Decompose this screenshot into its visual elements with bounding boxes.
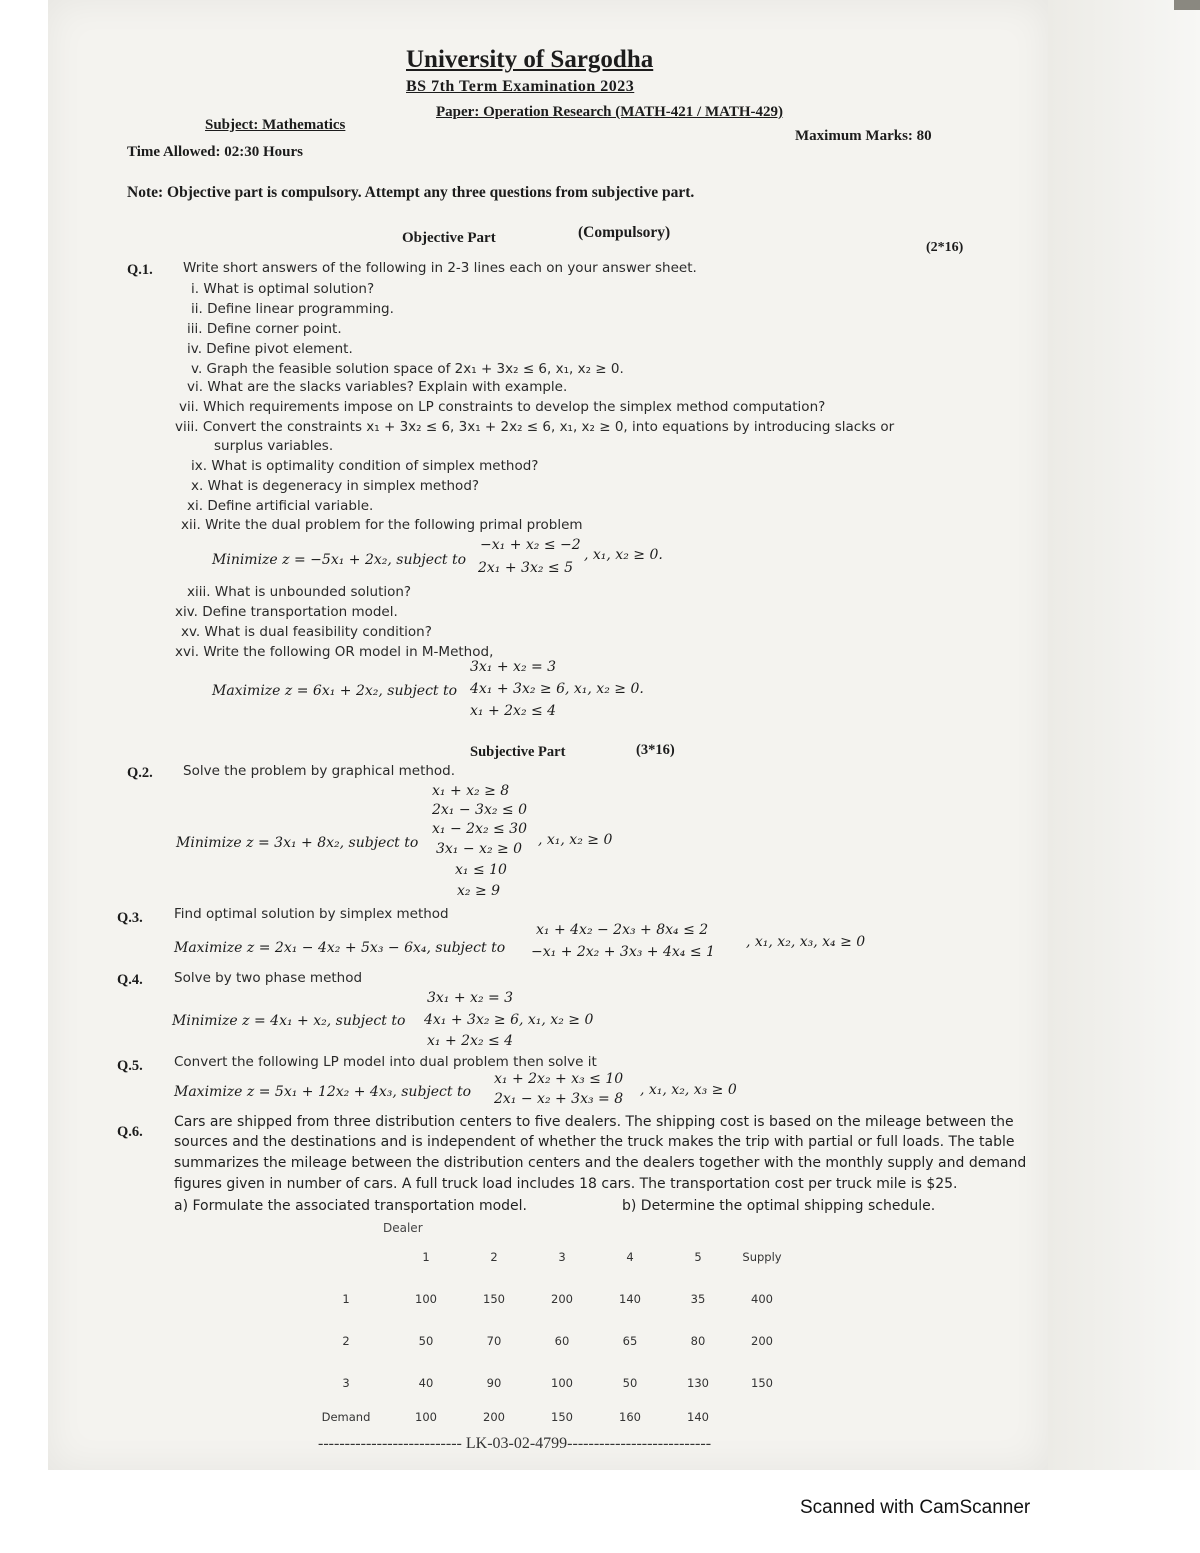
table-header: 5 bbox=[694, 1250, 702, 1264]
q3-c1: x₁ + 4x₂ − 2x₃ + 8x₄ ≤ 2 bbox=[536, 922, 709, 938]
q6-part-a: a) Formulate the associated transportation model. bbox=[174, 1198, 527, 1214]
objective-item bbox=[187, 584, 411, 600]
q6-line-1: Cars are shipped from three distribution centers to five dealers. The shipping cost is based on the mileage between the bbox=[174, 1114, 1014, 1130]
item-text: Define transportation model. bbox=[202, 604, 398, 620]
item-number: xv. bbox=[181, 624, 201, 640]
demand-cell: 160 bbox=[619, 1410, 641, 1424]
table-cell: 40 bbox=[418, 1376, 434, 1390]
q2-c1: x₁ + x₂ ≥ 8 bbox=[432, 783, 510, 799]
q1-instruction: Write short answers of the following in 2-3 lines each on your answer sheet. bbox=[183, 260, 697, 276]
q4-objective: Minimize z = 4x₁ + x₂, subject to bbox=[172, 1013, 406, 1029]
q4-c1: 3x₁ + x₂ = 3 bbox=[427, 990, 514, 1006]
scan-margin bbox=[1048, 0, 1200, 1470]
item-text: surplus variables. bbox=[214, 438, 334, 454]
xvi-constraint-3: x₁ + 2x₂ ≤ 4 bbox=[470, 703, 557, 719]
max-marks: Maximum Marks: 80 bbox=[795, 128, 932, 144]
item-text: Define linear programming. bbox=[207, 301, 394, 317]
demand-cell: 100 bbox=[415, 1410, 437, 1424]
item-number: ii. bbox=[191, 301, 203, 317]
time-allowed: Time Allowed: 02:30 Hours bbox=[127, 144, 303, 160]
q6-label: Q.6. bbox=[117, 1124, 143, 1140]
q5-label: Q.5. bbox=[117, 1058, 143, 1074]
exam-title: BS 7th Term Examination 2023 bbox=[406, 78, 635, 95]
compulsory-label: (Compulsory) bbox=[578, 224, 671, 241]
table-cell: 80 bbox=[690, 1334, 706, 1348]
demand-cell bbox=[732, 1404, 792, 1430]
item-text: What is optimality condition of simplex method? bbox=[211, 458, 539, 474]
row-label: 3 bbox=[342, 1376, 350, 1390]
demand-cell: 200 bbox=[483, 1410, 505, 1424]
item-text: What is dual feasibility condition? bbox=[204, 624, 432, 640]
table-header: 4 bbox=[626, 1250, 634, 1264]
objective-marks: (2*16) bbox=[926, 240, 964, 255]
item-number: iv. bbox=[187, 341, 202, 357]
table-header-row bbox=[300, 1236, 792, 1278]
q3-c2: −x₁ + 2x₂ + 3x₃ + 4x₄ ≤ 1 bbox=[531, 944, 715, 960]
item-text: What are the slacks variables? Explain with example. bbox=[207, 379, 568, 395]
xii-constraint-2: 2x₁ + 3x₂ ≤ 5 bbox=[478, 560, 573, 576]
q2-label: Q.2. bbox=[127, 765, 153, 781]
table-cell: 400 bbox=[751, 1292, 773, 1306]
item-text: Define pivot element. bbox=[206, 341, 353, 357]
table-cell: 100 bbox=[551, 1376, 573, 1390]
objective-part-title: Objective Part bbox=[402, 230, 496, 246]
table-cell: 140 bbox=[619, 1292, 641, 1306]
q4-label: Q.4. bbox=[117, 972, 143, 988]
item-number: ix. bbox=[191, 458, 208, 474]
objective-item bbox=[191, 458, 538, 474]
item-text: Define corner point. bbox=[206, 321, 342, 337]
item-text: What is optimal solution? bbox=[203, 281, 375, 297]
xii-nonneg: , x₁, x₂ ≥ 0. bbox=[584, 547, 663, 563]
objective-item bbox=[181, 624, 432, 640]
item-number: vi. bbox=[187, 379, 204, 395]
q2-c4: 3x₁ − x₂ ≥ 0 bbox=[436, 841, 523, 857]
table-cell: 60 bbox=[554, 1334, 570, 1348]
item-number: viii. bbox=[175, 419, 199, 435]
objective-item bbox=[214, 438, 333, 454]
item-text: Write the following OR model in M-Method, bbox=[203, 644, 494, 660]
paper-title: Paper: Operation Research (MATH-421 / MATH-429) bbox=[436, 104, 784, 120]
item-text: Convert the constraints x₁ + 3x₂ ≤ 6, 3x₁ + 2x₂ ≤ 6, x₁, x₂ ≥ 0, into equations by introducing slacks or bbox=[202, 419, 895, 435]
q2-c2: 2x₁ − 3x₂ ≤ 0 bbox=[432, 802, 527, 818]
q2-text: Solve the problem by graphical method. bbox=[183, 763, 456, 779]
item-text: Write the dual problem for the following primal problem bbox=[205, 517, 583, 533]
table-cell: 65 bbox=[622, 1334, 638, 1348]
item-number: vii. bbox=[179, 399, 199, 415]
item-number: xiv. bbox=[175, 604, 198, 620]
objective-item bbox=[187, 321, 342, 337]
objective-item bbox=[181, 517, 583, 533]
table-cell: 35 bbox=[690, 1292, 706, 1306]
q3-nonneg: , x₁, x₂, x₃, x₄ ≥ 0 bbox=[746, 934, 866, 950]
table-cell: 130 bbox=[687, 1376, 709, 1390]
objective-item bbox=[191, 281, 374, 297]
subjective-marks: (3*16) bbox=[636, 742, 675, 758]
q2-objective: Minimize z = 3x₁ + 8x₂, subject to bbox=[176, 835, 419, 851]
item-number: i. bbox=[191, 281, 200, 297]
item-text: What is degeneracy in simplex method? bbox=[207, 478, 480, 494]
objective-item bbox=[187, 379, 567, 395]
table-header: Supply bbox=[742, 1250, 782, 1264]
q3-label: Q.3. bbox=[117, 910, 143, 926]
demand-row bbox=[300, 1404, 792, 1430]
table-cell: 50 bbox=[418, 1334, 434, 1348]
demand-cell: 140 bbox=[687, 1410, 709, 1424]
table-cell: 70 bbox=[486, 1334, 502, 1348]
q5-text: Convert the following LP model into dual problem then solve it bbox=[174, 1054, 597, 1070]
demand-cell: 150 bbox=[551, 1410, 573, 1424]
table-cell: 200 bbox=[751, 1334, 773, 1348]
scanner-watermark: Scanned with CamScanner bbox=[800, 1497, 1031, 1518]
table-header: 1 bbox=[422, 1250, 430, 1264]
xvi-constraint-1: 3x₁ + x₂ = 3 bbox=[470, 659, 557, 675]
q2-c5: x₁ ≤ 10 bbox=[455, 862, 507, 878]
q4-text: Solve by two phase method bbox=[174, 970, 363, 986]
objective-item bbox=[191, 361, 624, 377]
objective-item bbox=[187, 341, 353, 357]
demand-label: Demand bbox=[321, 1410, 371, 1424]
table-cell: 200 bbox=[551, 1292, 573, 1306]
paper-code: --------------------------- LK-03-02-4799--------------------------- bbox=[318, 1435, 712, 1452]
q2-c3: x₁ − 2x₂ ≤ 30 bbox=[432, 821, 527, 837]
table-dealer-label: Dealer bbox=[383, 1221, 423, 1235]
item-number: x. bbox=[191, 478, 204, 494]
item-number: v. bbox=[191, 361, 203, 377]
item-number: xi. bbox=[187, 498, 204, 514]
q2-nonneg: , x₁, x₂ ≥ 0 bbox=[538, 832, 613, 848]
transportation-table bbox=[300, 1236, 792, 1430]
xii-objective: Minimize z = −5x₁ + 2x₂, subject to bbox=[212, 552, 467, 568]
xvi-constraint-2: 4x₁ + 3x₂ ≥ 6, x₁, x₂ ≥ 0. bbox=[470, 681, 644, 697]
table-cell: 50 bbox=[622, 1376, 638, 1390]
q6-part-b: b) Determine the optimal shipping schedule. bbox=[622, 1198, 936, 1214]
row-label: 2 bbox=[342, 1334, 350, 1348]
table-cell: 150 bbox=[483, 1292, 505, 1306]
table-cell: 100 bbox=[415, 1292, 437, 1306]
q5-c1: x₁ + 2x₂ + x₃ ≤ 10 bbox=[494, 1071, 624, 1087]
q5-nonneg: , x₁, x₂, x₃ ≥ 0 bbox=[640, 1082, 737, 1098]
table-cell: 150 bbox=[751, 1376, 773, 1390]
university-title: University of Sargodha bbox=[406, 46, 654, 73]
q6-line-3: summarizes the mileage between the distribution centers and the dealers together with the monthly supply and demand bbox=[174, 1155, 1027, 1171]
q3-objective: Maximize z = 2x₁ − 4x₂ + 5x₃ − 6x₄, subject to bbox=[174, 940, 506, 956]
item-text: Define artificial variable. bbox=[207, 498, 374, 514]
q3-text: Find optimal solution by simplex method bbox=[174, 906, 449, 922]
item-text: What is unbounded solution? bbox=[214, 584, 412, 600]
objective-item bbox=[175, 604, 398, 620]
q6-line-2: sources and the destinations and is independent of whether the truck makes the trip with partial or full loads. The table bbox=[174, 1134, 1015, 1150]
q4-c2: 4x₁ + 3x₂ ≥ 6, x₁, x₂ ≥ 0 bbox=[424, 1012, 594, 1028]
item-number: iii. bbox=[187, 321, 203, 337]
q2-c6: x₂ ≥ 9 bbox=[457, 883, 501, 899]
item-text: Graph the feasible solution space of 2x₁ + 3x₂ ≤ 6, x₁, x₂ ≥ 0. bbox=[206, 361, 624, 377]
q5-c2: 2x₁ − x₂ + 3x₃ = 8 bbox=[494, 1091, 624, 1107]
table-header: 3 bbox=[558, 1250, 566, 1264]
table-cell: 90 bbox=[486, 1376, 502, 1390]
objective-item bbox=[175, 419, 894, 435]
objective-item bbox=[179, 399, 825, 415]
item-text: Which requirements impose on LP constraints to develop the simplex method computation? bbox=[203, 399, 826, 415]
subjective-part-title: Subjective Part bbox=[470, 744, 566, 760]
item-number: xii. bbox=[181, 517, 201, 533]
item-number: xvi. bbox=[175, 644, 200, 660]
table-row bbox=[300, 1278, 792, 1320]
note: Note: Objective part is compulsory. Attempt any three questions from subjective part. bbox=[127, 184, 695, 201]
xii-constraint-1: −x₁ + x₂ ≤ −2 bbox=[480, 537, 581, 553]
objective-item bbox=[191, 478, 479, 494]
item-number: xiii. bbox=[187, 584, 211, 600]
objective-item bbox=[175, 644, 493, 660]
table-row bbox=[300, 1320, 792, 1362]
q4-c3: x₁ + 2x₂ ≤ 4 bbox=[427, 1033, 514, 1049]
scan-corner bbox=[1174, 0, 1200, 10]
q5-objective: Maximize z = 5x₁ + 12x₂ + 4x₃, subject to bbox=[174, 1084, 472, 1100]
q6-line-4: figures given in number of cars. A full truck load includes 18 cars. The transportation cost per truck mile is $25. bbox=[174, 1176, 958, 1192]
row-label: 1 bbox=[342, 1292, 350, 1306]
table-row bbox=[300, 1362, 792, 1404]
q1-label: Q.1. bbox=[127, 262, 153, 278]
table-corner bbox=[300, 1236, 392, 1278]
subject-label: Subject: Mathematics bbox=[205, 117, 346, 133]
table-header: 2 bbox=[490, 1250, 498, 1264]
objective-item bbox=[191, 301, 394, 317]
xvi-objective: Maximize z = 6x₁ + 2x₂, subject to bbox=[212, 683, 458, 699]
objective-item bbox=[187, 498, 373, 514]
